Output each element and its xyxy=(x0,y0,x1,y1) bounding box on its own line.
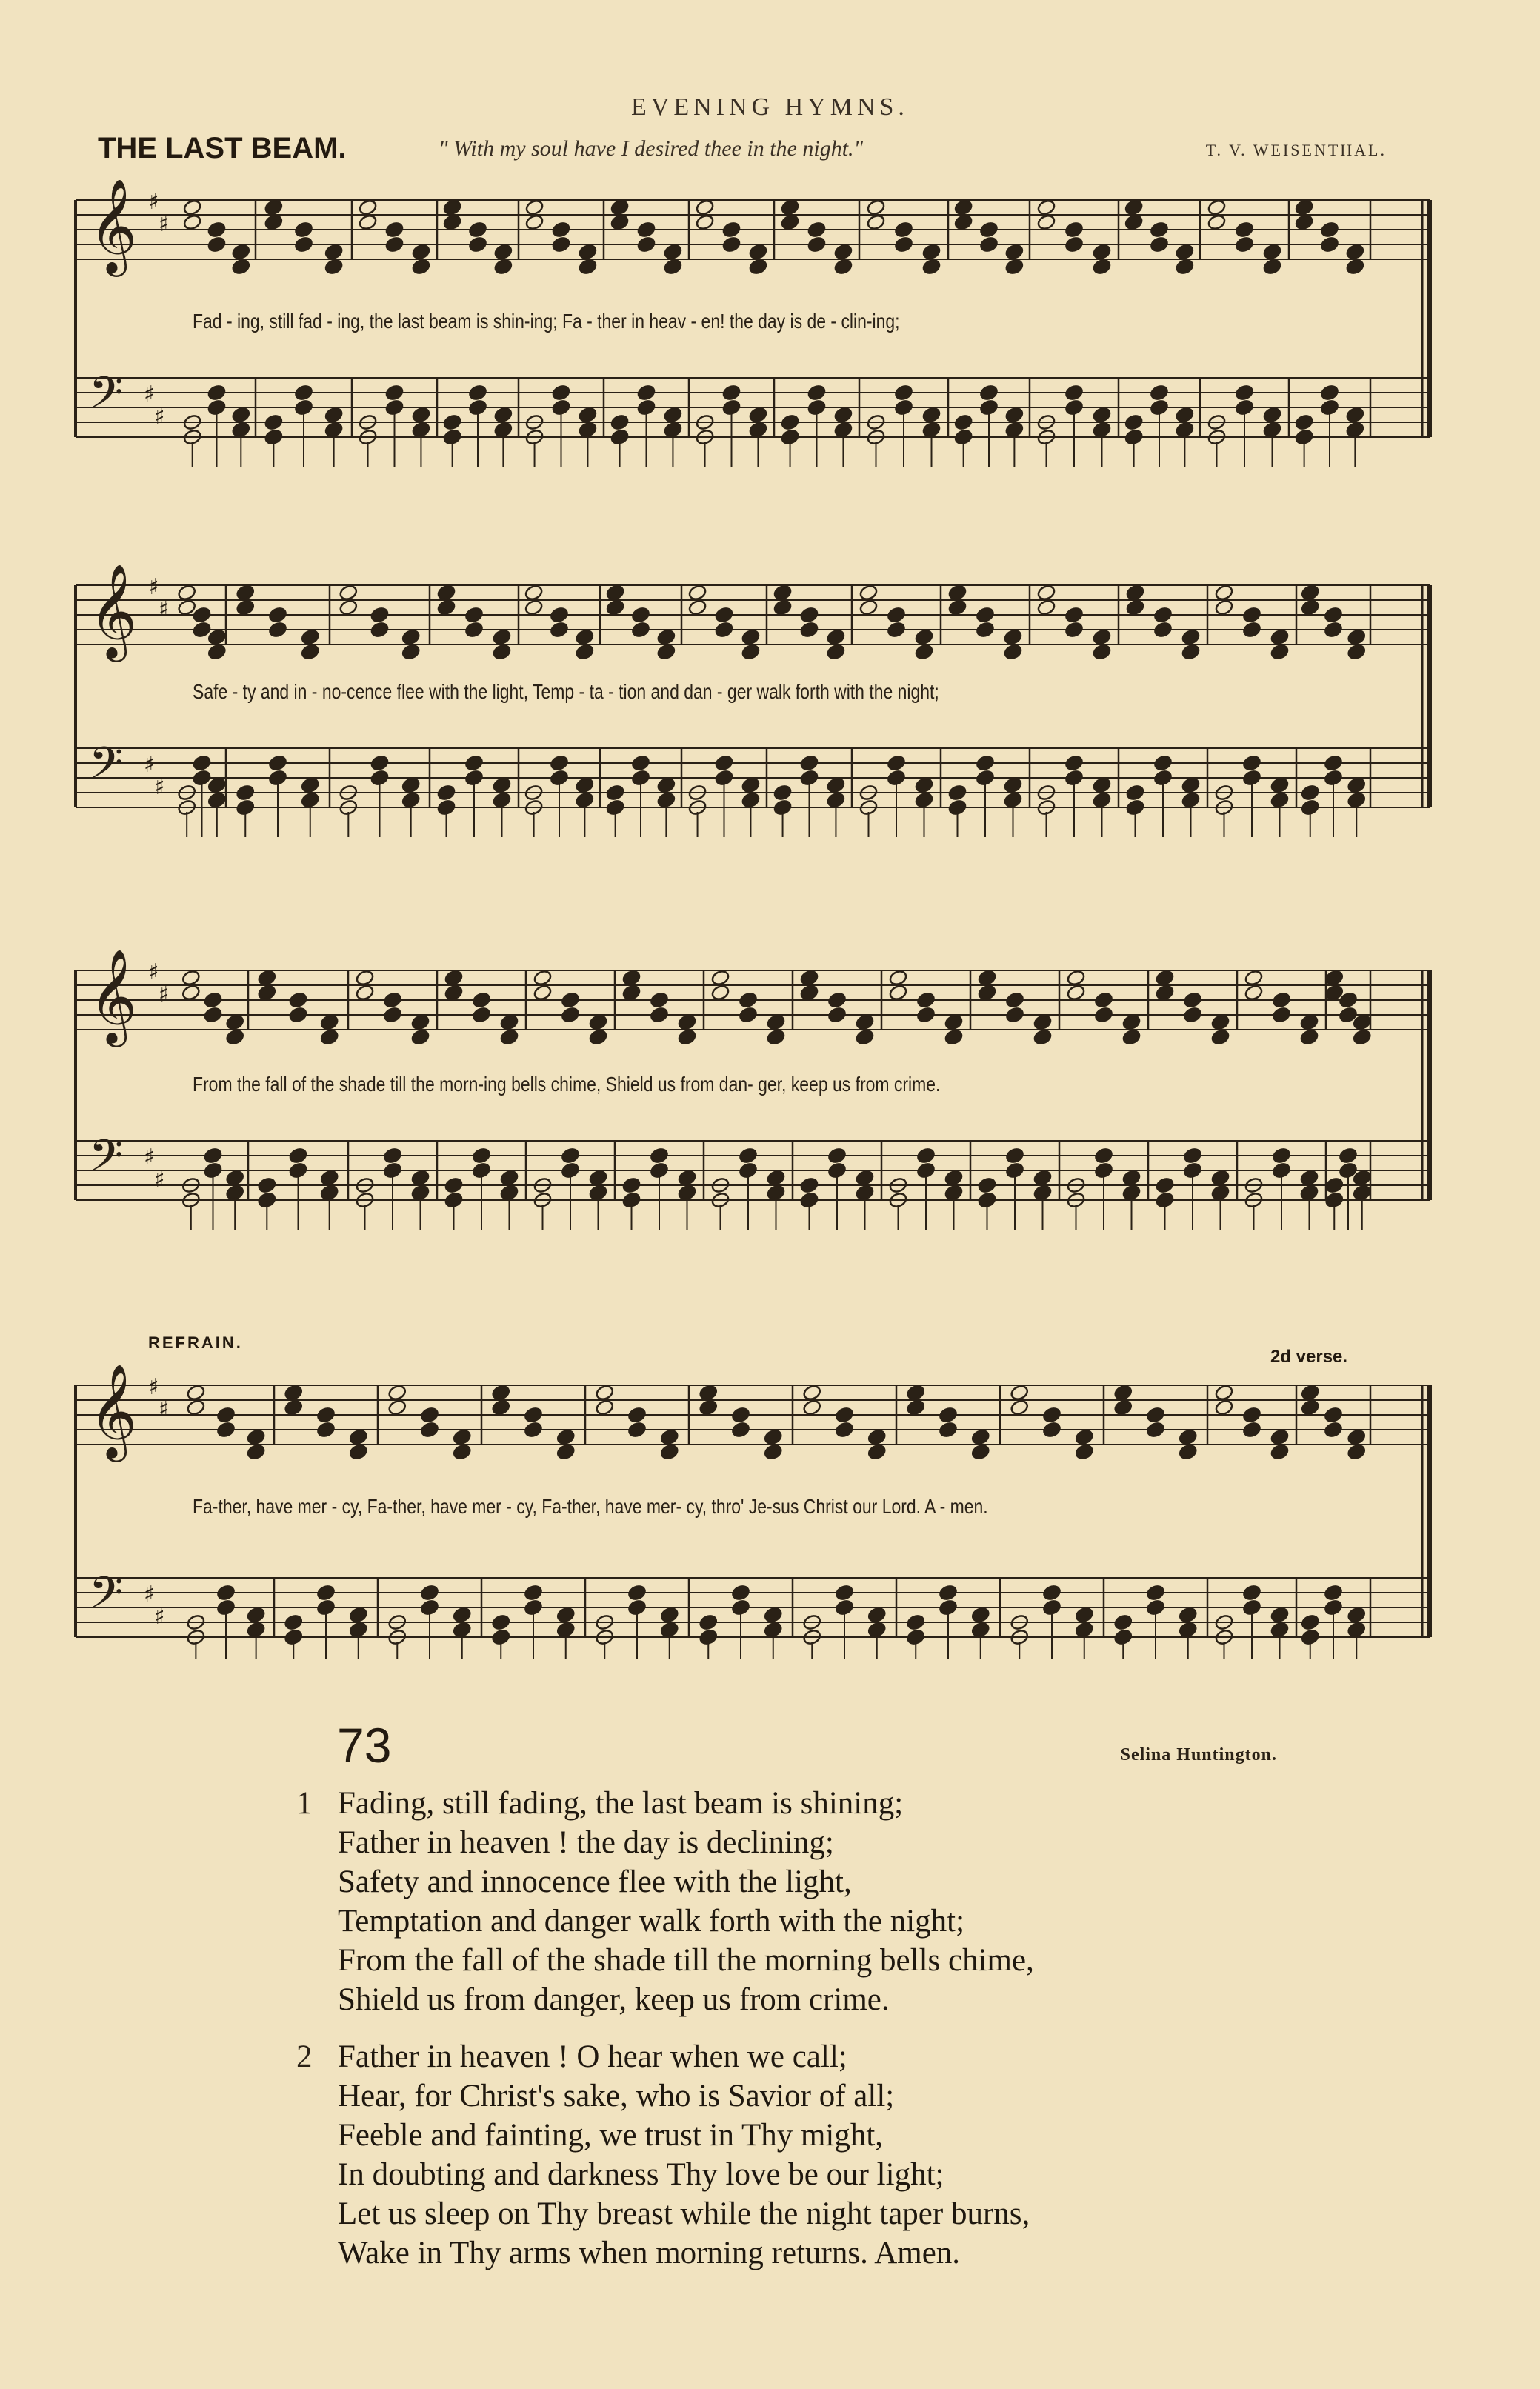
svg-text:♯: ♯ xyxy=(148,959,159,985)
svg-text:𝄢: 𝄢 xyxy=(89,367,124,429)
stanza-line: Let us sleep on Thy breast while the night taper burns, xyxy=(338,2196,1030,2231)
svg-text:♯: ♯ xyxy=(144,1144,155,1170)
svg-text:♯: ♯ xyxy=(144,381,155,407)
svg-text:♯: ♯ xyxy=(148,189,159,215)
stanza-body xyxy=(338,2037,1030,2273)
hymn-composer: T. V. WEISENTHAL. xyxy=(1205,141,1387,159)
stanza-line: From the fall of the shade till the morning bells chime, xyxy=(338,1943,1034,1978)
music-system-2 xyxy=(67,563,1448,889)
stanza-line: Shield us from danger, keep us from crime. xyxy=(338,1982,890,2017)
svg-text:♯: ♯ xyxy=(154,404,165,430)
svg-text:♯: ♯ xyxy=(144,1582,155,1607)
svg-text:♯: ♯ xyxy=(159,596,170,622)
hymn-title: THE LAST BEAM. xyxy=(98,132,347,164)
grand-staff xyxy=(67,563,1448,889)
svg-text:♯: ♯ xyxy=(148,1374,159,1400)
hymn-epigraph: " With my soul have I desired thee in the night." xyxy=(439,136,864,161)
svg-text:♯: ♯ xyxy=(154,1167,165,1193)
refrain-label: REFRAIN. xyxy=(148,1333,243,1352)
stanza-body xyxy=(338,1784,1034,2019)
music-system-1 xyxy=(67,178,1448,504)
svg-text:𝄢: 𝄢 xyxy=(89,1567,124,1629)
svg-text:𝄞: 𝄞 xyxy=(89,178,138,273)
verse-label: 2d verse. xyxy=(1270,1347,1348,1367)
music-system-4 xyxy=(67,1333,1448,1659)
lyric-line-1: Fad - ing, still fad - ing, the last beam is shin-ing; Fa - ther in heav - en! the day is de - clin-ing; xyxy=(193,310,900,333)
svg-text:♯: ♯ xyxy=(148,574,159,600)
svg-text:𝄞: 𝄞 xyxy=(89,563,138,658)
svg-text:♯: ♯ xyxy=(159,1396,170,1422)
svg-text:𝄢: 𝄢 xyxy=(89,1130,124,1192)
grand-staff xyxy=(67,178,1448,504)
svg-text:♯: ♯ xyxy=(154,774,165,800)
svg-text:𝄞: 𝄞 xyxy=(89,1363,138,1458)
stanza-line: Hear, for Christ's sake, who is Savior of all; xyxy=(338,2079,895,2113)
stanza-line: Temptation and danger walk forth with the night; xyxy=(338,1904,965,1939)
stanza-line: Safety and innocence flee with the light, xyxy=(338,1865,852,1899)
svg-text:𝄢: 𝄢 xyxy=(89,737,124,799)
svg-text:♯: ♯ xyxy=(159,211,170,237)
svg-text:♯: ♯ xyxy=(144,752,155,778)
stanza-line: Fading, still fading, the last beam is shining; xyxy=(338,1786,904,1821)
svg-text:𝄞: 𝄞 xyxy=(89,948,138,1043)
lyric-line-4: Fa-ther, have mer - cy, Fa-ther, have mer - cy, Fa-ther, have mer- cy, thro' Je-sus Christ our Lord. A - men. xyxy=(193,1495,988,1518)
hymn-author: Selina Huntington. xyxy=(1120,1745,1277,1765)
running-head: EVENING HYMNS. xyxy=(631,93,909,121)
hymn-title-row xyxy=(98,132,1387,169)
music-system-3 xyxy=(67,948,1448,1274)
stanza-line: Feeble and fainting, we trust in Thy might, xyxy=(338,2118,884,2153)
grand-staff xyxy=(67,948,1448,1274)
lyric-line-3: From the fall of the shade till the morn-ing bells chime, Shield us from dan- ger, keep us from crime. xyxy=(193,1073,941,1096)
stanza-number: 1 xyxy=(296,1786,313,1821)
svg-text:♯: ♯ xyxy=(159,982,170,1007)
hymn-number: 73 xyxy=(337,1718,392,1773)
lyric-line-2: Safe - ty and in - no-cence flee with the light, Temp - ta - tion and dan - ger walk forth with the night; xyxy=(193,680,939,703)
stanza-line: Wake in Thy arms when morning returns. Amen. xyxy=(338,2236,961,2270)
stanza-line: In doubting and darkness Thy love be our light; xyxy=(338,2157,944,2192)
stanza-line: Father in heaven ! O hear when we call; xyxy=(338,2039,847,2074)
svg-text:♯: ♯ xyxy=(154,1604,165,1630)
stanza-number: 2 xyxy=(296,2039,313,2074)
stanza-line: Father in heaven ! the day is declining; xyxy=(338,1825,834,1860)
